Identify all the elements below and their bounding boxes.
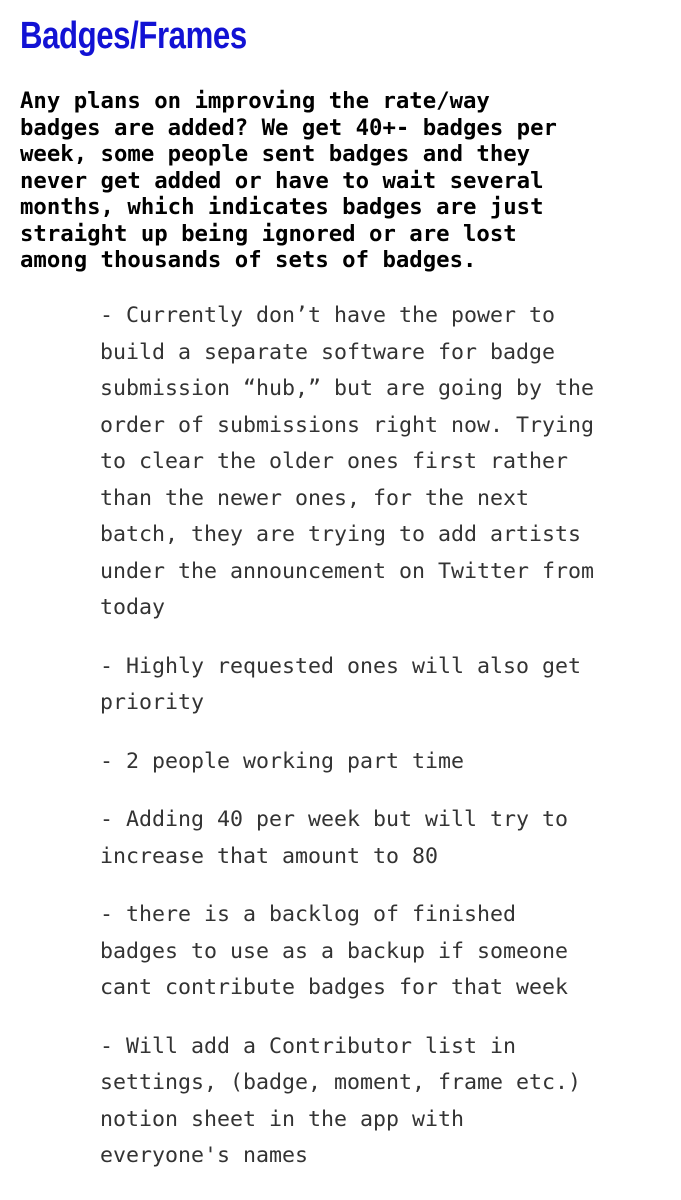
answer-line: - 2 people working part time — [100, 748, 465, 774]
question-text — [20, 88, 670, 274]
answer-line: notion sheet in the app with — [100, 1106, 465, 1132]
answer-line: order of submissions right now. Trying — [100, 412, 595, 438]
answer-line: batch, they are trying to add artists — [100, 522, 582, 547]
question-line: badges are added? We get 40+- badges per — [20, 114, 557, 141]
answer-line: badges to use as a backup if someone — [100, 938, 569, 964]
question-line: among thousands of sets of badges. — [20, 247, 477, 273]
question-line: week, some people sent badges and they — [20, 141, 531, 167]
answer-line: today — [100, 595, 166, 620]
question-line: never get added or have to wait several — [20, 167, 544, 194]
answer-item — [100, 802, 675, 875]
section-title: Badges/Frames — [20, 15, 247, 57]
answer-line: submission “hub,” but are going by the — [100, 376, 595, 401]
answer-line: settings, (badge, moment, frame etc.) — [100, 1070, 582, 1095]
answer-line: - Highly requested ones will also get — [100, 653, 582, 679]
answer-item — [100, 1029, 675, 1175]
answer-item — [100, 649, 675, 722]
answer-line: under the announcement on Twitter from — [100, 558, 595, 584]
question-line: Any plans on improving the rate/way — [20, 88, 490, 114]
answer-line: increase that amount to 80 — [100, 843, 439, 869]
answer-line: - Currently don’t have the power to — [100, 303, 556, 328]
question-line: months, which indicates badges are just — [20, 194, 544, 220]
answer-list — [100, 298, 675, 1175]
answer-line: - Adding 40 per week but will try to — [100, 807, 569, 832]
answer-item — [100, 897, 675, 1007]
answer-item — [100, 298, 675, 627]
answer-line: - Will add a Contributor list in — [100, 1033, 517, 1059]
answer-line: cant contribute badges for that week — [100, 975, 569, 1000]
question-line: straight up being ignored or are lost — [20, 220, 517, 247]
answer-line: priority — [100, 690, 205, 715]
answer-line: than the newer ones, for the next — [100, 485, 530, 511]
answer-line: everyone's names — [100, 1143, 309, 1168]
answer-line: build a separate software for badge — [100, 339, 556, 365]
answer-line: - there is a backlog of finished — [100, 902, 517, 927]
answer-line: to clear the older ones first rather — [100, 449, 569, 474]
answer-item — [100, 744, 675, 781]
